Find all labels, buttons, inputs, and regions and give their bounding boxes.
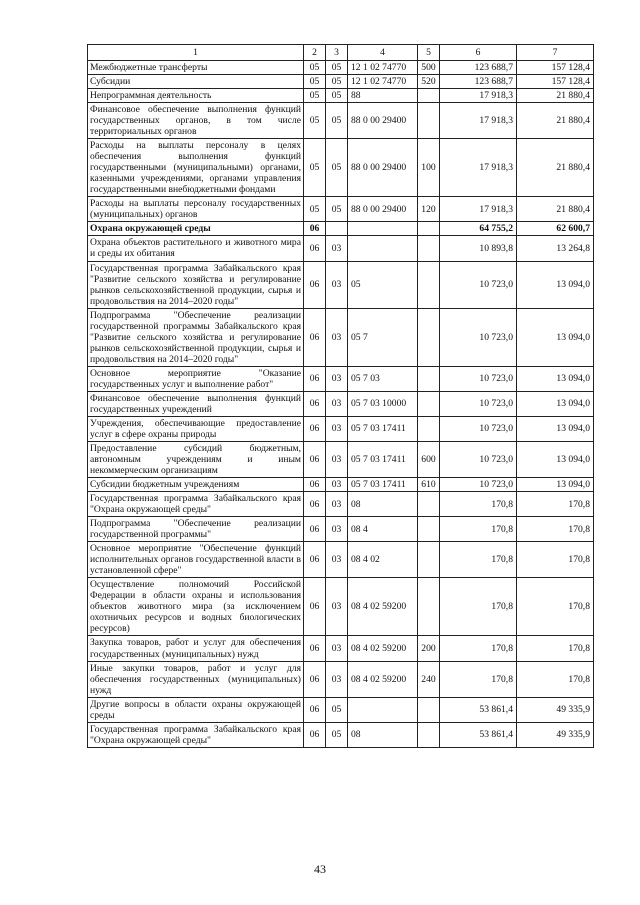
amount-year-2: 13 264,8 bbox=[517, 236, 594, 261]
row-name: Расходы на выплаты персоналу государственных (муниципальных) органов bbox=[88, 197, 304, 222]
column-header-1: 1 bbox=[88, 45, 304, 61]
table-row bbox=[88, 308, 594, 366]
row-name: Субсидии бюджетным учреждениям bbox=[88, 478, 304, 492]
row-name: Закупка товаров, работ и услуг для обеспечения государственных (муниципальных) нужд bbox=[88, 636, 304, 661]
amount-year-1: 17 918,3 bbox=[440, 89, 517, 103]
amount-year-1: 123 688,7 bbox=[440, 61, 517, 75]
amount-year-1: 53 861,4 bbox=[440, 722, 517, 747]
expense-type-code bbox=[418, 416, 440, 441]
row-name: Финансовое обеспечение выполнения функций государственных учреждений bbox=[88, 391, 304, 416]
target-article-code: 08 4 02 59200 bbox=[348, 578, 418, 636]
column-header-7: 7 bbox=[517, 45, 594, 61]
table-row bbox=[88, 61, 594, 75]
expense-type-code: 610 bbox=[418, 478, 440, 492]
expense-type-code bbox=[418, 236, 440, 261]
amount-year-2: 157 128,4 bbox=[517, 75, 594, 89]
subsection-code: 03 bbox=[326, 661, 348, 697]
amount-year-2: 170,8 bbox=[517, 636, 594, 661]
table-row bbox=[88, 636, 594, 661]
section-code: 06 bbox=[304, 366, 326, 391]
row-name: Непрограммная деятельность bbox=[88, 89, 304, 103]
amount-year-1: 170,8 bbox=[440, 492, 517, 517]
amount-year-1: 17 918,3 bbox=[440, 103, 517, 139]
subsection-code: 05 bbox=[326, 61, 348, 75]
section-code: 06 bbox=[304, 542, 326, 578]
target-article-code: 08 4 02 bbox=[348, 542, 418, 578]
amount-year-1: 170,8 bbox=[440, 636, 517, 661]
table-row bbox=[88, 103, 594, 139]
section-code: 05 bbox=[304, 139, 326, 197]
expense-type-code: 120 bbox=[418, 197, 440, 222]
subsection-code: 03 bbox=[326, 492, 348, 517]
table-row bbox=[88, 578, 594, 636]
expense-type-code bbox=[418, 578, 440, 636]
row-name: Подпрограмма "Обеспечение реализации государственной программы Забайкальского края "Развитие сельского хозяйства и регулирование рынков сельскохозяйственной продукции, сырья и продовольствия на 2014–2020 годы" bbox=[88, 308, 304, 366]
amount-year-2: 21 880,4 bbox=[517, 89, 594, 103]
amount-year-1: 170,8 bbox=[440, 578, 517, 636]
table-header-row bbox=[88, 45, 594, 61]
section-code: 06 bbox=[304, 578, 326, 636]
amount-year-1: 64 755,2 bbox=[440, 222, 517, 236]
subsection-code: 03 bbox=[326, 636, 348, 661]
amount-year-1: 10 723,0 bbox=[440, 261, 517, 308]
target-article-code: 05 7 03 17411 bbox=[348, 416, 418, 441]
row-name: Основное мероприятие "Оказание государственных услуг и выполнение работ" bbox=[88, 366, 304, 391]
subsection-code: 03 bbox=[326, 366, 348, 391]
section-code: 06 bbox=[304, 416, 326, 441]
subsection-code: 05 bbox=[326, 103, 348, 139]
section-code: 06 bbox=[304, 391, 326, 416]
target-article-code: 08 4 02 59200 bbox=[348, 636, 418, 661]
subsection-code: 03 bbox=[326, 261, 348, 308]
expense-type-code bbox=[418, 366, 440, 391]
subsection-code bbox=[326, 222, 348, 236]
subsection-code: 05 bbox=[326, 75, 348, 89]
amount-year-2: 49 335,9 bbox=[517, 722, 594, 747]
section-code: 06 bbox=[304, 236, 326, 261]
expense-type-code bbox=[418, 542, 440, 578]
row-name: Охрана окружающей среды bbox=[88, 222, 304, 236]
amount-year-1: 123 688,7 bbox=[440, 75, 517, 89]
target-article-code: 08 bbox=[348, 722, 418, 747]
amount-year-1: 10 723,0 bbox=[440, 308, 517, 366]
row-name: Субсидии bbox=[88, 75, 304, 89]
section-code: 05 bbox=[304, 197, 326, 222]
table-row bbox=[88, 139, 594, 197]
target-article-code bbox=[348, 222, 418, 236]
amount-year-1: 170,8 bbox=[440, 542, 517, 578]
subsection-code: 05 bbox=[326, 697, 348, 722]
expense-type-code: 500 bbox=[418, 61, 440, 75]
target-article-code: 88 0 00 29400 bbox=[348, 197, 418, 222]
budget-table bbox=[87, 44, 594, 748]
amount-year-1: 170,8 bbox=[440, 517, 517, 542]
amount-year-2: 13 094,0 bbox=[517, 416, 594, 441]
expense-type-code: 240 bbox=[418, 661, 440, 697]
amount-year-1: 17 918,3 bbox=[440, 197, 517, 222]
target-article-code: 05 7 03 17411 bbox=[348, 478, 418, 492]
section-code: 05 bbox=[304, 75, 326, 89]
column-header-6: 6 bbox=[440, 45, 517, 61]
subsection-code: 05 bbox=[326, 197, 348, 222]
section-code: 06 bbox=[304, 441, 326, 477]
section-code: 06 bbox=[304, 661, 326, 697]
table-row bbox=[88, 89, 594, 103]
table-row bbox=[88, 492, 594, 517]
section-code: 06 bbox=[304, 636, 326, 661]
section-code: 06 bbox=[304, 492, 326, 517]
row-name: Расходы на выплаты персоналу в целях обеспечения выполнения функций государственными (муниципальными) органами, казенными учреждениями, органами управления государственными внебюджетными фондами bbox=[88, 139, 304, 197]
section-code: 06 bbox=[304, 697, 326, 722]
amount-year-1: 10 723,0 bbox=[440, 416, 517, 441]
amount-year-2: 170,8 bbox=[517, 661, 594, 697]
row-name: Иные закупки товаров, работ и услуг для обеспечения государственных (муниципальных) нужд bbox=[88, 661, 304, 697]
expense-type-code bbox=[418, 222, 440, 236]
subsection-code: 03 bbox=[326, 578, 348, 636]
section-code: 05 bbox=[304, 61, 326, 75]
amount-year-1: 10 723,0 bbox=[440, 366, 517, 391]
table-row bbox=[88, 661, 594, 697]
target-article-code: 88 bbox=[348, 89, 418, 103]
amount-year-1: 10 723,0 bbox=[440, 391, 517, 416]
amount-year-2: 13 094,0 bbox=[517, 308, 594, 366]
row-name: Осуществление полномочий Российской Федерации в области охраны и использования объектов животного мира (за исключением охотничьих ресурсов и водных биологических ресурсов) bbox=[88, 578, 304, 636]
subsection-code: 03 bbox=[326, 391, 348, 416]
table-row bbox=[88, 261, 594, 308]
subsection-code: 05 bbox=[326, 89, 348, 103]
expense-type-code bbox=[418, 89, 440, 103]
row-name: Государственная программа Забайкальского края "Охрана окружающей среды" bbox=[88, 722, 304, 747]
target-article-code bbox=[348, 236, 418, 261]
table-row bbox=[88, 391, 594, 416]
column-header-3: 3 bbox=[326, 45, 348, 61]
table-row bbox=[88, 722, 594, 747]
amount-year-1: 10 723,0 bbox=[440, 441, 517, 477]
amount-year-2: 13 094,0 bbox=[517, 441, 594, 477]
amount-year-2: 13 094,0 bbox=[517, 391, 594, 416]
section-code: 06 bbox=[304, 261, 326, 308]
row-name: Предоставление субсидий бюджетным, автономным учреждениям и иным некоммерческим организациям bbox=[88, 441, 304, 477]
amount-year-2: 21 880,4 bbox=[517, 197, 594, 222]
row-name: Учреждения, обеспечивающие предоставление услуг в сфере охраны природы bbox=[88, 416, 304, 441]
column-header-2: 2 bbox=[304, 45, 326, 61]
amount-year-2: 170,8 bbox=[517, 578, 594, 636]
table-row bbox=[88, 75, 594, 89]
expense-type-code bbox=[418, 391, 440, 416]
expense-type-code bbox=[418, 722, 440, 747]
target-article-code: 08 bbox=[348, 492, 418, 517]
subsection-code: 05 bbox=[326, 139, 348, 197]
table-row bbox=[88, 517, 594, 542]
expense-type-code bbox=[418, 103, 440, 139]
amount-year-2: 170,8 bbox=[517, 492, 594, 517]
column-header-4: 4 bbox=[348, 45, 418, 61]
row-name: Другие вопросы в области охраны окружающей среды bbox=[88, 697, 304, 722]
subsection-code: 05 bbox=[326, 722, 348, 747]
target-article-code bbox=[348, 697, 418, 722]
expense-type-code bbox=[418, 492, 440, 517]
amount-year-1: 17 918,3 bbox=[440, 139, 517, 197]
row-name: Государственная программа Забайкальского края "Охрана окружающей среды" bbox=[88, 492, 304, 517]
subsection-code: 03 bbox=[326, 542, 348, 578]
expense-type-code bbox=[418, 261, 440, 308]
amount-year-2: 21 880,4 bbox=[517, 103, 594, 139]
section-code: 06 bbox=[304, 722, 326, 747]
budget-table-page bbox=[87, 44, 593, 748]
section-code: 06 bbox=[304, 308, 326, 366]
table-row bbox=[88, 222, 594, 236]
target-article-code: 12 1 02 74770 bbox=[348, 75, 418, 89]
table-body bbox=[88, 61, 594, 748]
page-number: 43 bbox=[314, 862, 326, 876]
section-code: 05 bbox=[304, 103, 326, 139]
table-row bbox=[88, 697, 594, 722]
amount-year-2: 13 094,0 bbox=[517, 478, 594, 492]
column-header-5: 5 bbox=[418, 45, 440, 61]
table-row bbox=[88, 416, 594, 441]
amount-year-2: 49 335,9 bbox=[517, 697, 594, 722]
expense-type-code bbox=[418, 308, 440, 366]
row-name: Финансовое обеспечение выполнения функций государственных органов, в том числе территориальных органов bbox=[88, 103, 304, 139]
table-row bbox=[88, 197, 594, 222]
subsection-code: 03 bbox=[326, 416, 348, 441]
section-code: 06 bbox=[304, 517, 326, 542]
target-article-code: 88 0 00 29400 bbox=[348, 139, 418, 197]
target-article-code: 05 7 03 bbox=[348, 366, 418, 391]
amount-year-2: 170,8 bbox=[517, 542, 594, 578]
amount-year-1: 10 893,8 bbox=[440, 236, 517, 261]
table-row bbox=[88, 441, 594, 477]
expense-type-code: 600 bbox=[418, 441, 440, 477]
section-code: 06 bbox=[304, 478, 326, 492]
amount-year-2: 170,8 bbox=[517, 517, 594, 542]
expense-type-code: 100 bbox=[418, 139, 440, 197]
table-row bbox=[88, 236, 594, 261]
table-row bbox=[88, 366, 594, 391]
expense-type-code: 520 bbox=[418, 75, 440, 89]
row-name: Охрана объектов растительного и животного мира и среды их обитания bbox=[88, 236, 304, 261]
section-code: 05 bbox=[304, 89, 326, 103]
table-row bbox=[88, 478, 594, 492]
target-article-code: 05 7 bbox=[348, 308, 418, 366]
row-name: Подпрограмма "Обеспечение реализации государственной программы" bbox=[88, 517, 304, 542]
amount-year-2: 62 600,7 bbox=[517, 222, 594, 236]
subsection-code: 03 bbox=[326, 308, 348, 366]
target-article-code: 08 4 bbox=[348, 517, 418, 542]
subsection-code: 03 bbox=[326, 478, 348, 492]
amount-year-2: 13 094,0 bbox=[517, 366, 594, 391]
amount-year-2: 157 128,4 bbox=[517, 61, 594, 75]
target-article-code: 05 bbox=[348, 261, 418, 308]
row-name: Основное мероприятие "Обеспечение функций исполнительных органов государственной власти в установленной сфере" bbox=[88, 542, 304, 578]
subsection-code: 03 bbox=[326, 441, 348, 477]
amount-year-1: 170,8 bbox=[440, 661, 517, 697]
amount-year-2: 13 094,0 bbox=[517, 261, 594, 308]
target-article-code: 08 4 02 59200 bbox=[348, 661, 418, 697]
row-name: Государственная программа Забайкальского края "Развитие сельского хозяйства и регулирование рынков сельскохозяйственной продукции, сырья и продовольствия на 2014–2020 годы" bbox=[88, 261, 304, 308]
section-code: 06 bbox=[304, 222, 326, 236]
expense-type-code bbox=[418, 517, 440, 542]
expense-type-code: 200 bbox=[418, 636, 440, 661]
amount-year-1: 10 723,0 bbox=[440, 478, 517, 492]
target-article-code: 05 7 03 17411 bbox=[348, 441, 418, 477]
subsection-code: 03 bbox=[326, 517, 348, 542]
subsection-code: 03 bbox=[326, 236, 348, 261]
expense-type-code bbox=[418, 697, 440, 722]
amount-year-2: 21 880,4 bbox=[517, 139, 594, 197]
row-name: Межбюджетные трансферты bbox=[88, 61, 304, 75]
target-article-code: 88 0 00 29400 bbox=[348, 103, 418, 139]
table-row bbox=[88, 542, 594, 578]
amount-year-1: 53 861,4 bbox=[440, 697, 517, 722]
target-article-code: 05 7 03 10000 bbox=[348, 391, 418, 416]
target-article-code: 12 1 02 74770 bbox=[348, 61, 418, 75]
